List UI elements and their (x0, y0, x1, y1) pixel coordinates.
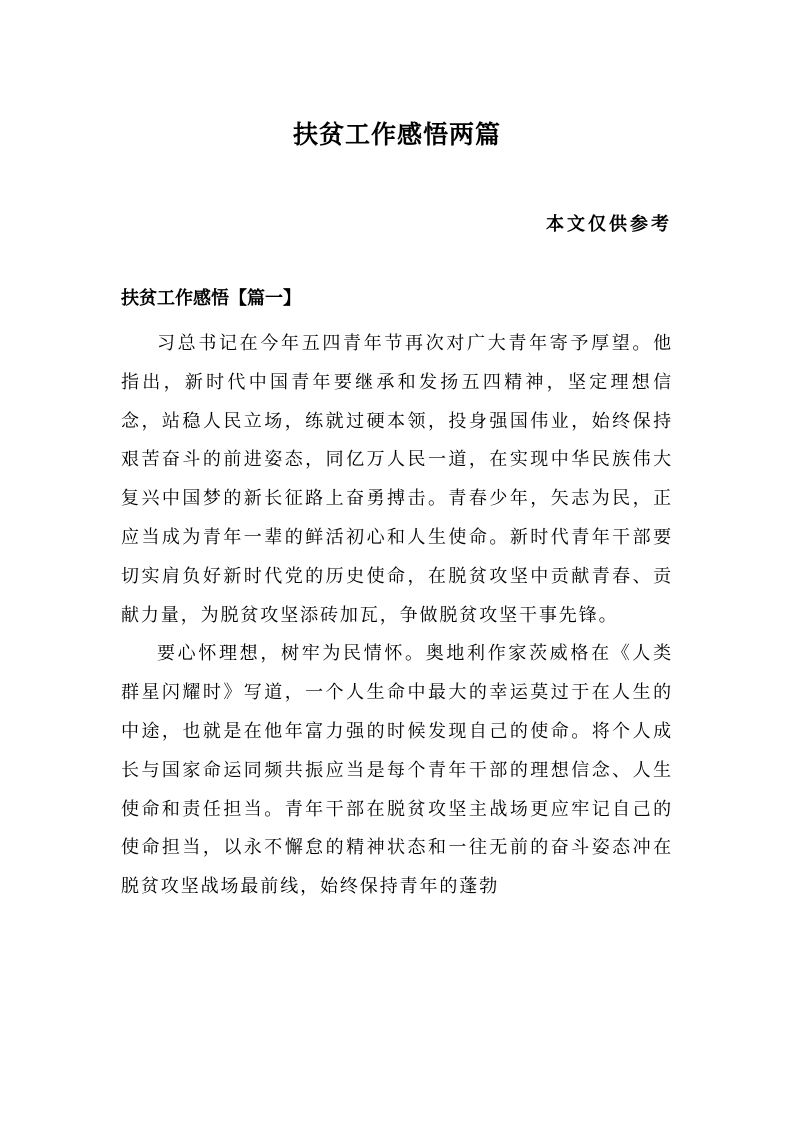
body-paragraph: 要心怀理想，树牢为民情怀。奥地利作家茨威格在《人类群星闪耀时》写道，一个人生命中最大的幸运莫过于在人生的中途，也就是在他年富力强的时候发现自己的使命。将个人成长与国家命运同频共振应当是每个青年干部的理想信念、人生使命和责任担当。青年干部在脱贫攻坚主战场更应牢记自己的使命担当，以永不懈怠的精神状态和一往无前的奋斗姿态冲在脱贫攻坚战场最前线，始终保持青年的蓬勃 (121, 643, 673, 898)
body-paragraph: 习总书记在今年五四青年节再次对广大青年寄予厚望。他指出，新时代中国青年要继承和发扬五四精神，坚定理想信念，站稳人民立场，练就过硬本领，投身强国伟业，始终保持艰苦奋斗的前进姿态，同亿万人民一道，在实现中华民族伟大复兴中国梦的新长征路上奋勇搏击。青春少年，矢志为民，正应当成为青年一辈的鲜活初心和人生使命。新时代青年干部要切实肩负好新时代党的历史使命，在脱贫攻坚中贡献青春、贡献力量，为脱贫攻坚添砖加瓦，争做脱贫攻坚干事先锋。 (121, 333, 673, 626)
section-heading: 扶贫工作感悟【篇一】 (121, 287, 301, 309)
document-title: 扶贫工作感悟两篇 (292, 119, 501, 149)
reference-disclaimer: 本文仅供参考 (546, 214, 672, 235)
section-body (121, 325, 673, 907)
